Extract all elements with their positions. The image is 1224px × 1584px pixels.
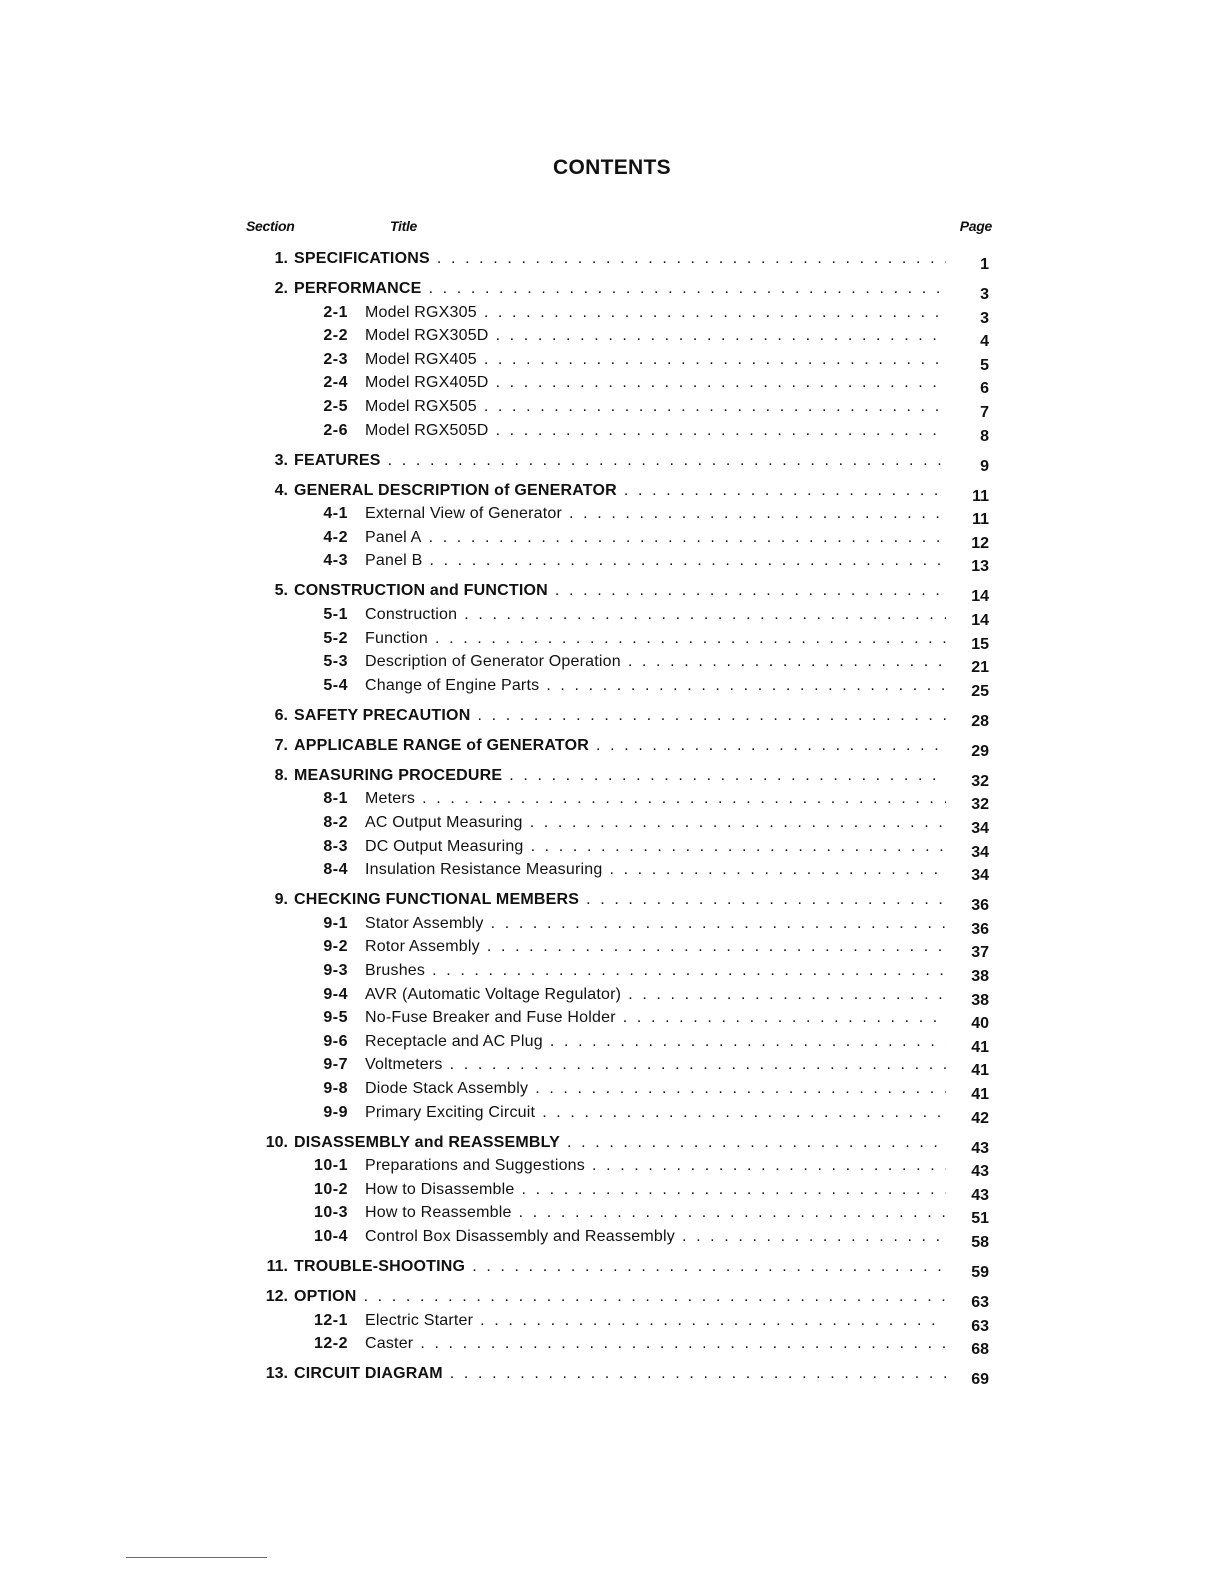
toc-entry-title: Stator Assembly . . . [365,912,946,936]
toc-entry-page: 4 [980,333,989,351]
toc-entry-page: 11 [972,487,989,505]
toc-subsection-row [0,371,1224,398]
toc-section-row [0,1362,1224,1389]
toc-entry-number: 2-4 [323,374,348,392]
toc-entry-title: Model RGX405 . . . [365,348,946,372]
toc-entry-title: How to Reassemble . . . [365,1201,946,1225]
toc-entry-title: GENERAL DESCRIPTION of GENERATOR . . . [294,479,946,503]
toc-entry-page: 41 [971,1038,989,1056]
toc-entry-title: Panel A . . . [365,526,946,550]
toc-entry-number: 8. [274,766,288,784]
toc-entry-number: 12-1 [313,1311,348,1329]
toc-entry-title: OPTION . . . [294,1285,946,1309]
toc-entry-number: 10-2 [313,1180,348,1198]
toc-subsection-row [0,1309,1224,1333]
footer-rule [126,1557,267,1558]
toc-entry-title: AC Output Measuring . . . [365,811,946,835]
toc-entry-number: 5-2 [323,629,348,647]
toc-subsection-row [0,324,1224,351]
toc-subsection-row [0,1178,1224,1202]
toc-section-row [0,734,1224,758]
toc-section-row [0,247,1224,271]
toc-subsection-row [0,1101,1224,1125]
toc-entry-page: 69 [971,1371,989,1389]
toc-subsection-row [0,502,1224,529]
toc-subsection-row [0,983,1224,1007]
toc-entry-title: AVR (Automatic Voltage Regulator) . . . [365,983,946,1007]
toc-entry-number: 9-7 [323,1056,348,1074]
toc-section-row [0,1131,1224,1155]
toc-entry-title: SAFETY PRECAUTION . . . [294,704,946,728]
toc-entry-page: 21 [971,659,989,677]
toc-subsection-row [0,395,1224,419]
toc-entry-title: Description of Generator Operation . . . [365,650,946,674]
toc-subsection-row [0,959,1224,983]
toc-entry-title: TROUBLE-SHOOTING . . . [294,1255,946,1279]
toc-entry-title: CIRCUIT DIAGRAM . . . [294,1362,946,1386]
toc-entry-title: Function . . . [365,627,946,651]
toc-entry-title: SPECIFICATIONS . . . [294,247,946,271]
toc-section-row [0,764,1224,788]
toc-entry-page: 15 [971,635,989,653]
toc-section-row [0,1285,1224,1309]
toc-entry-title: Voltmeters . . . [365,1053,946,1077]
toc-entry-page: 32 [971,772,989,790]
toc-subsection-row [0,603,1224,627]
toc-subsection-row [0,912,1224,936]
toc-entry-page: 3 [980,309,989,327]
toc-entry-page: 28 [971,712,989,730]
toc-entry-number: 7. [274,736,288,754]
toc-subsection-row [0,1332,1224,1359]
toc-entry-number: 3. [274,451,288,469]
toc-entry-number: 2-6 [323,421,348,439]
toc-entry-number: 9. [274,891,288,909]
toc-entry-number: 1. [274,250,288,267]
toc-entry-number: 12. [265,1288,288,1305]
toc-subsection-row [0,674,1224,698]
toc-entry-number: 10. [265,1133,288,1151]
toc-entry-number: 5. [274,582,288,600]
toc-entry-title: Brushes . . . [365,959,946,983]
toc-entry-number: 2-3 [323,350,348,368]
toc-entry-number: 13. [265,1365,288,1383]
toc-entry-title: Model RGX505 . . . [365,395,946,419]
column-header-section: Section [246,218,295,234]
toc-entry-title: Panel B . . . [365,549,946,573]
toc-entry-number: 8-4 [323,861,348,879]
toc-entry-number: 4-2 [323,528,348,546]
toc-entry-page: 34 [971,867,989,885]
toc-entry-title: Caster . . . [365,1332,946,1356]
toc-entry-number: 5-4 [323,676,348,694]
toc-section-row [0,449,1224,473]
toc-entry-page: 36 [971,920,989,938]
toc-entry-page: 59 [971,1264,989,1281]
toc-subsection-row [0,1201,1224,1228]
toc-subsection-row [0,1030,1224,1054]
toc-entry-page: 43 [971,1186,989,1204]
column-header-title: Title [390,218,418,234]
toc-subsection-row [0,1006,1224,1033]
toc-entry-page: 11 [972,511,989,529]
toc-entry-page: 34 [971,843,989,861]
toc-entry-page: 32 [971,796,989,814]
toc-entry-number: 10-3 [313,1204,348,1222]
toc-entry-number: 9-5 [323,1009,348,1027]
toc-subsection-row [0,1154,1224,1181]
toc-entry-title: Change of Engine Parts . . . [365,674,946,698]
toc-entry-page: 13 [971,558,989,576]
toc-subsection-row [0,526,1224,550]
toc-section-row [0,579,1224,606]
toc-entry-page: 42 [971,1109,989,1127]
toc-entry-title: DC Output Measuring . . . [365,835,946,859]
toc-subsection-row [0,419,1224,443]
toc-entry-number: 8-1 [323,790,348,808]
toc-entry-page: 37 [971,944,989,962]
toc-entry-number: 9-4 [323,985,348,1003]
toc-entry-page: 1 [980,256,989,273]
toc-subsection-row [0,858,1224,885]
toc-entry-title: Meters . . . [365,787,946,811]
toc-entry-number: 9-3 [323,962,348,979]
toc-entry-title: Insulation Resistance Measuring . . . [365,858,946,882]
toc-entry-title: DISASSEMBLY and REASSEMBLY . . . [294,1131,946,1155]
toc-subsection-row [0,348,1224,372]
toc-entry-title: PERFORMANCE . . . [294,277,946,301]
toc-entry-number: 9-2 [323,938,348,956]
toc-entry-title: Control Box Disassembly and Reassembly . . . [365,1225,946,1249]
toc-section-row [0,704,1224,728]
toc-subsection-row [0,301,1224,325]
toc-entry-page: 14 [971,612,989,629]
toc-entry-number: 11. [266,1258,288,1275]
toc-entry-number: 5-1 [323,606,348,623]
toc-entry-title: CONSTRUCTION and FUNCTION . . . [294,579,946,603]
toc-entry-number: 9-1 [323,914,348,932]
toc-section-row [0,1255,1224,1279]
toc-entry-number: 10-1 [313,1157,348,1175]
toc-entry-title: Construction . . . [365,603,946,627]
toc-entry-title: MEASURING PROCEDURE . . . [294,764,946,788]
toc-subsection-row [0,627,1224,651]
toc-entry-page: 3 [980,286,989,303]
toc-entry-page: 12 [971,534,989,552]
toc-entry-page: 63 [971,1317,989,1335]
toc-entry-page: 5 [980,356,989,374]
toc-entry-title: Rotor Assembly . . . [365,935,946,959]
toc-section-row [0,479,1224,503]
toc-entry-title: Receptacle and AC Plug . . . [365,1030,946,1054]
toc-entry-number: 6. [274,706,288,724]
toc-entry-number: 9-6 [323,1032,348,1050]
toc-entry-number: 8-2 [323,814,348,831]
toc-entry-page: 58 [971,1234,989,1251]
toc-entry-number: 10-4 [313,1228,348,1245]
toc-entry-number: 4-3 [323,552,348,570]
toc-entry-page: 41 [971,1086,989,1103]
toc-entry-page: 7 [980,404,989,421]
toc-subsection-row [0,1077,1224,1101]
toc-entry-page: 25 [971,682,989,700]
toc-entry-title: APPLICABLE RANGE of GENERATOR . . . [294,734,946,758]
toc-entry-number: 4-1 [323,505,348,523]
toc-entry-title: Model RGX505D . . . [365,419,946,443]
toc-entry-number: 2. [274,280,288,297]
toc-subsection-row [0,549,1224,576]
toc-entry-page: 8 [980,427,989,445]
toc-subsection-row [0,935,1224,962]
toc-entry-page: 41 [971,1062,989,1080]
toc-entry-number: 2-5 [323,398,348,415]
toc-entry-title: Model RGX305 . . . [365,301,946,325]
toc-entry-title: Model RGX405D . . . [365,371,946,395]
column-header-page: Page [959,218,992,234]
toc-entry-title: Model RGX305D . . . [365,324,946,348]
toc-entry-page: 6 [980,380,989,398]
toc-entry-number: 2-1 [323,303,348,321]
toc-subsection-row [0,787,1224,814]
toc-entry-title: Electric Starter . . . [365,1309,946,1333]
toc-subsection-row [0,811,1224,835]
toc-subsection-row [0,835,1224,859]
toc-entry-number: 12-2 [313,1335,348,1353]
toc-entry-title: Primary Exciting Circuit . . . [365,1101,946,1125]
toc-entry-page: 9 [980,457,989,475]
toc-entry-number: 8-3 [323,837,348,855]
toc-entry-title: No-Fuse Breaker and Fuse Holder . . . [365,1006,946,1030]
toc-entry-page: 40 [971,1015,989,1033]
toc-entry-page: 38 [971,968,989,985]
toc-entry-page: 68 [971,1341,989,1359]
toc-entry-number: 9-8 [323,1080,348,1097]
toc-entry-page: 38 [971,991,989,1009]
toc-entry-title: External View of Generator . . . [365,502,946,526]
toc-entry-title: How to Disassemble . . . [365,1178,946,1202]
toc-entry-number: 4. [274,481,288,499]
toc-section-row [0,888,1224,915]
toc-entry-title: FEATURES . . . [294,449,946,473]
toc-entry-page: 34 [971,820,989,837]
toc-entry-title: CHECKING FUNCTIONAL MEMBERS . . . [294,888,946,912]
toc-entry-number: 5-3 [323,653,348,671]
toc-subsection-row [0,650,1224,677]
toc-entry-title: Preparations and Suggestions . . . [365,1154,946,1178]
toc-entry-number: 9-9 [323,1103,348,1121]
toc-entry-page: 63 [971,1294,989,1311]
toc-entry-page: 29 [971,742,989,760]
toc-subsection-row [0,1053,1224,1080]
toc-entry-title: Diode Stack Assembly . . . [365,1077,946,1101]
toc-entry-page: 43 [971,1139,989,1157]
page-title: CONTENTS [553,156,671,179]
toc-entry-number: 2-2 [323,327,348,345]
toc-subsection-row [0,1225,1224,1249]
toc-entry-page: 36 [971,897,989,915]
toc-entry-page: 51 [971,1210,989,1228]
toc-entry-page: 14 [971,588,989,606]
toc-section-row [0,277,1224,301]
toc-entry-page: 43 [971,1163,989,1181]
